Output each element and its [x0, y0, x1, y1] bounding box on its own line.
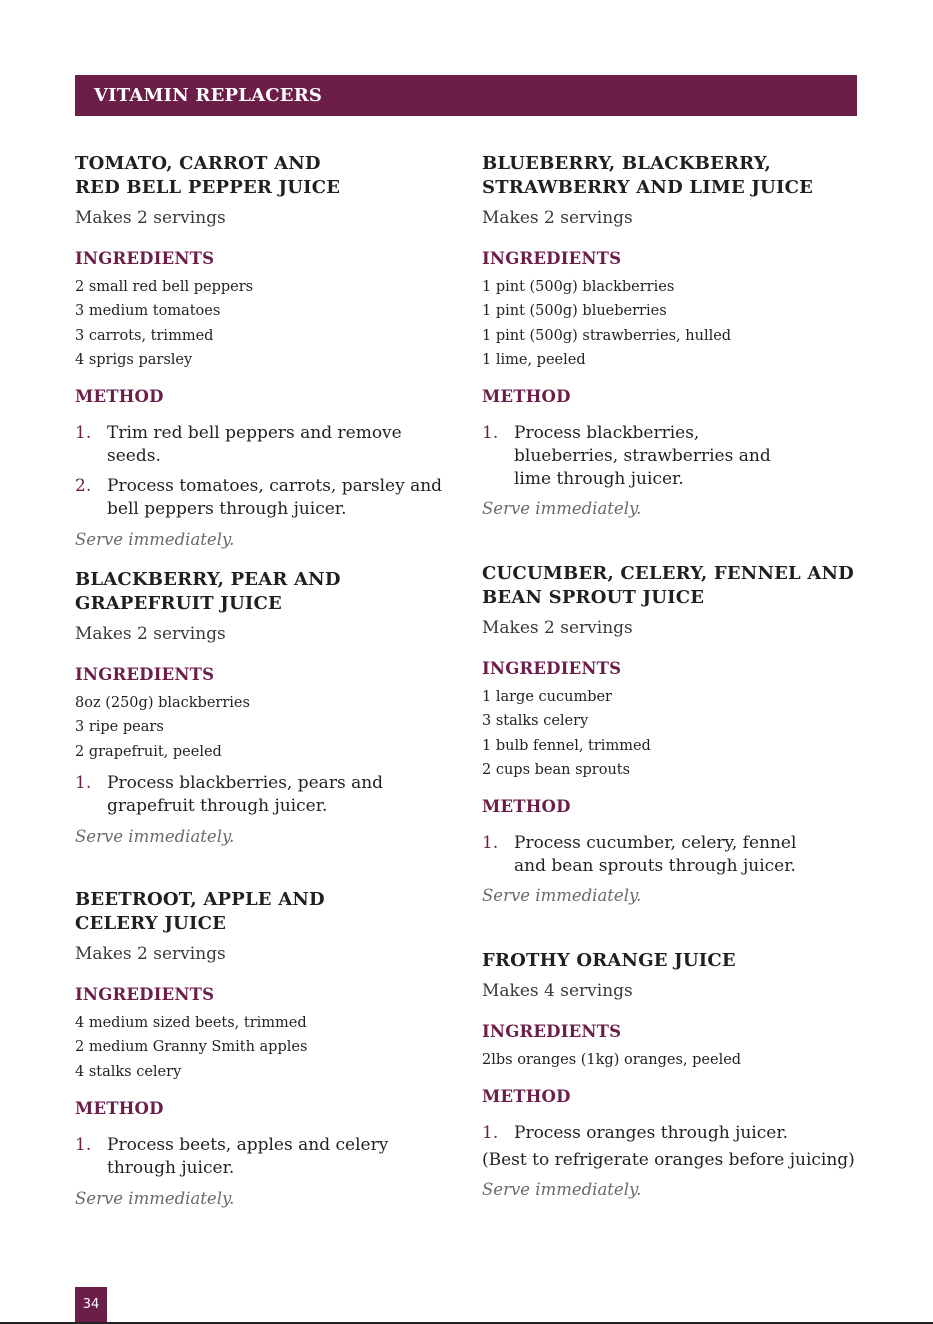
recipe-tomato-carrot [75, 152, 455, 551]
method-steps [482, 1122, 862, 1145]
page-number: 34 [75, 1287, 107, 1323]
ingredient-item: 1 lime, peeled [482, 351, 586, 368]
recipe-title-line: CUCUMBER, CELERY, FENNEL AND [482, 563, 854, 584]
ingredients-list [75, 691, 455, 764]
recipe-blueberry-blackberry [482, 152, 862, 520]
ingredient-item: 8oz (250g) blackberries [75, 695, 250, 711]
ingredient-item: 4 medium sized beets, trimmed [75, 1015, 307, 1031]
right-column [482, 0, 862, 1324]
step-number: 1. [482, 423, 499, 444]
section-banner: VITAMIN REPLACERS [75, 75, 857, 116]
method-steps [482, 832, 827, 878]
method-heading: METHOD [482, 1087, 571, 1107]
recipe-title [75, 152, 455, 200]
method-steps [482, 422, 782, 491]
ingredient-item: 4 stalks celery [75, 1063, 182, 1080]
step-text: Process blackberries, blueberries, strawberries and lime through juicer. [514, 423, 771, 490]
ingredient-item: 3 ripe pears [75, 719, 164, 736]
step-text: Process cucumber, celery, fennel and bean sprouts through juicer. [514, 833, 797, 877]
method-heading: METHOD [75, 1098, 164, 1118]
step-number: 1. [75, 1134, 92, 1155]
ingredient-item: 3 carrots, trimmed [75, 327, 214, 344]
recipe-title-line: BEAN SPROUT JUICE [482, 587, 705, 608]
method-heading: METHOD [482, 387, 571, 407]
step-text: Trim red bell peppers and remove seeds. [107, 423, 402, 467]
method-heading: METHOD [75, 387, 164, 407]
recipe-servings: Makes 2 servings [482, 208, 633, 228]
ingredients-heading: INGREDIENTS [482, 1022, 622, 1041]
ingredient-item: 1 pint (500g) strawberries, hulled [482, 327, 732, 344]
recipe-title-line: STRAWBERRY AND LIME JUICE [482, 177, 814, 198]
step-number: 1. [482, 1123, 499, 1144]
serve-note: Serve immediately. [75, 530, 235, 550]
recipe-title-line: FROTHY ORANGE JUICE [482, 950, 736, 971]
ingredients-heading: INGREDIENTS [482, 659, 622, 678]
step-text: Process blackberries, pears and grapefruit through juicer. [107, 772, 384, 816]
step-number: 2. [75, 476, 92, 497]
recipe-title [482, 949, 862, 973]
recipe-title-line: GRAPEFRUIT JUICE [75, 593, 282, 614]
recipe-servings: Makes 2 servings [75, 944, 226, 964]
method-step [75, 1134, 455, 1180]
ingredient-item: 2 cups bean sprouts [482, 761, 631, 778]
method-steps [75, 422, 455, 521]
ingredients-heading: INGREDIENTS [75, 665, 215, 684]
method-heading: METHOD [482, 797, 571, 817]
method-step [482, 1122, 862, 1145]
recipe-servings: Makes 2 servings [75, 208, 226, 228]
ingredient-item: 2lbs oranges (1kg) oranges, peeled [482, 1052, 742, 1068]
recipe-title-line: BLUEBERRY, BLACKBERRY, [482, 153, 771, 174]
serve-note: Serve immediately. [75, 1188, 235, 1208]
recipe-servings: Makes 2 servings [75, 624, 226, 644]
ingredient-item: 1 bulb fennel, trimmed [482, 737, 651, 754]
method-step [482, 832, 827, 878]
recipe-title [75, 568, 455, 616]
recipe-servings: Makes 4 servings [482, 981, 633, 1001]
ingredient-item: 2 small red bell peppers [75, 279, 254, 295]
ingredient-item: 1 pint (500g) blackberries [482, 279, 675, 295]
recipe-beetroot-apple [75, 888, 455, 1210]
serve-note: Serve immediately. [482, 886, 642, 906]
method-step [75, 422, 455, 468]
step-number: 1. [75, 772, 92, 793]
ingredients-heading: INGREDIENTS [75, 985, 215, 1004]
step-text: Process beets, apples and celery through juicer. [107, 1134, 389, 1178]
ingredient-item: 1 pint (500g) blueberries [482, 303, 667, 320]
method-step [482, 422, 782, 491]
ingredients-heading: INGREDIENTS [75, 249, 215, 268]
recipe-title-line: CELERY JUICE [75, 913, 227, 934]
left-column [75, 0, 455, 1324]
step-number: 1. [75, 423, 92, 444]
step-text: Process tomatoes, carrots, parsley and bell peppers through juicer. [107, 476, 443, 520]
recipe-title [482, 152, 862, 200]
method-steps [75, 1134, 455, 1180]
ingredient-item: 3 medium tomatoes [75, 303, 221, 320]
recipe-servings: Makes 2 servings [482, 618, 633, 638]
ingredients-list [482, 685, 862, 782]
recipe-title-line: BEETROOT, APPLE AND [75, 889, 325, 910]
ingredient-item: 1 large cucumber [482, 689, 612, 705]
ingredient-item: 2 grapefruit, peeled [75, 743, 222, 760]
ingredients-heading: INGREDIENTS [482, 249, 622, 268]
ingredients-list [75, 275, 455, 372]
method-step [75, 475, 455, 521]
recipe-cucumber-celery [482, 562, 862, 907]
ingredient-item: 3 stalks celery [482, 713, 589, 730]
serve-note: Serve immediately. [482, 499, 642, 519]
ingredients-list [482, 1048, 862, 1072]
recipe-title [75, 888, 455, 936]
method-steps [75, 772, 455, 818]
serve-note: Serve immediately. [482, 1180, 642, 1200]
step-number: 1. [482, 833, 499, 854]
method-note: (Best to refrigerate oranges before juicing) [482, 1150, 855, 1171]
ingredients-list [482, 275, 862, 372]
ingredient-item: 2 medium Granny Smith apples [75, 1039, 308, 1056]
recipe-title-line: BLACKBERRY, PEAR AND [75, 569, 341, 590]
method-step [75, 772, 455, 818]
recipe-title [482, 562, 862, 610]
recipe-title-line: RED BELL PEPPER JUICE [75, 177, 341, 198]
ingredients-list [75, 1011, 455, 1084]
step-text: Process oranges through juicer. [514, 1123, 788, 1144]
recipe-blackberry-pear [75, 568, 455, 848]
ingredient-item: 4 sprigs parsley [75, 351, 193, 368]
serve-note: Serve immediately. [75, 826, 235, 846]
recipe-frothy-orange [482, 949, 862, 1201]
recipe-title-line: TOMATO, CARROT AND [75, 153, 321, 174]
